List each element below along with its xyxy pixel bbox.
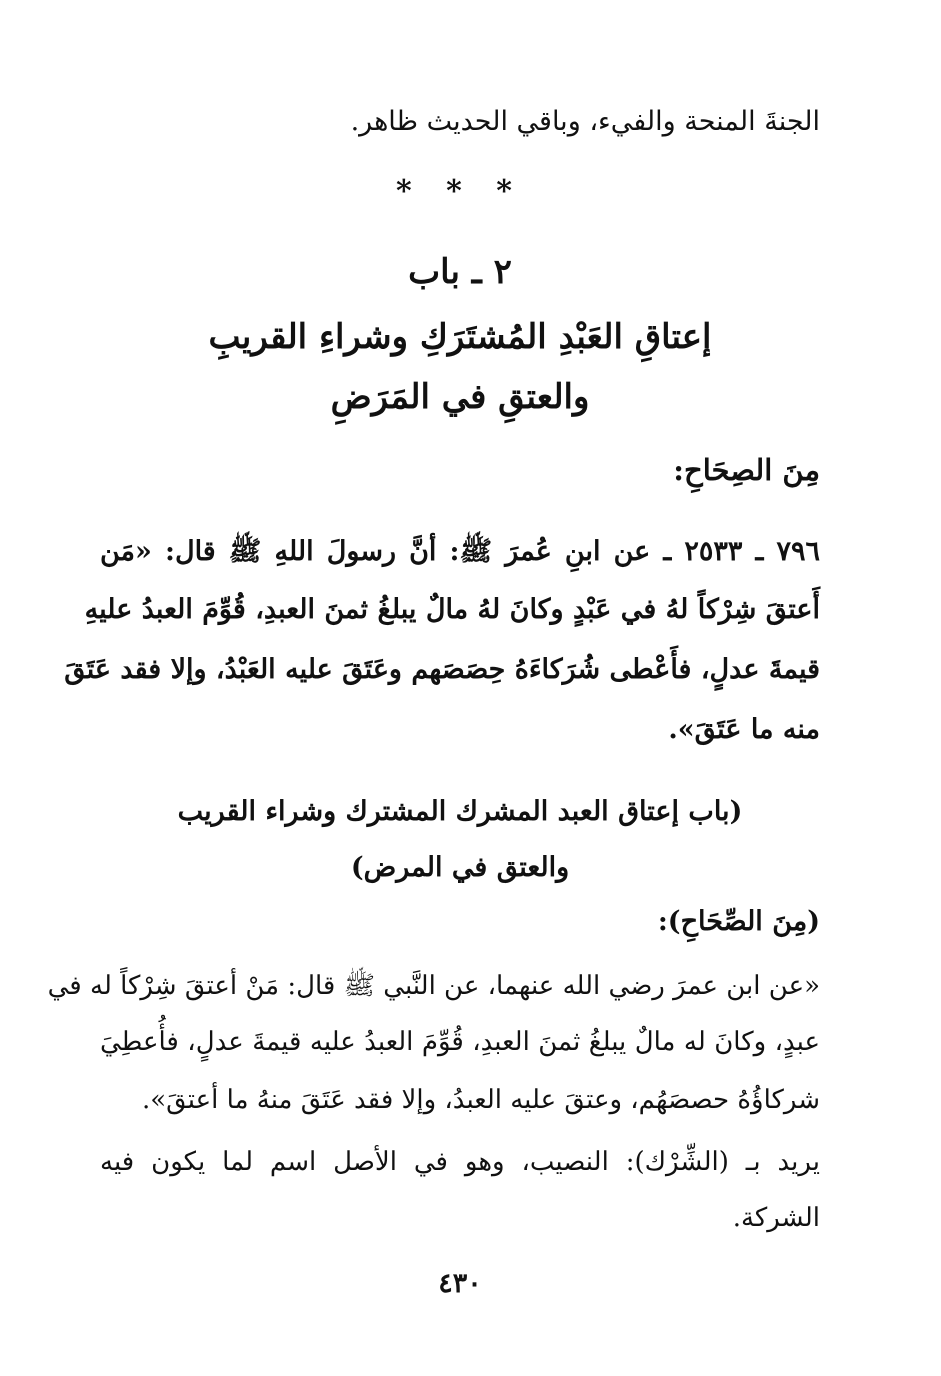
- book-page: [47, 0, 820, 1376]
- hadith-line-4: منه ما عَتَقَ».: [668, 714, 820, 745]
- chapter-title-line-1: إعتاقِ العَبْدِ المُشتَرَكِ وشراءِ القريبِ: [208, 317, 712, 357]
- explanation-line-2: الشركة.: [732, 1203, 820, 1233]
- source-label: مِنَ الصِحَاحِ:: [673, 453, 820, 487]
- commentary-hadith-line-3: شركاؤُهُ حصصَهُم، وعتقَ عليه العبدُ، وإلا فقد عَتَقَ منهُ ما أعتقَ».: [141, 1085, 820, 1115]
- page-number: ٤٣٠: [438, 1268, 482, 1299]
- hadith-line-2: أَعتقَ شِرْكاً لهُ في عَبْدٍ وكانَ لهُ مالٌ يبلغُ ثمنَ العبدِ، قُوِّمَ العبدُ عليهِ: [84, 594, 820, 625]
- hadith-line-3: قيمةَ عدلٍ، فأَعْطى شُرَكاءَهُ حِصَصَهم وعَتَقَ عليه العَبْدُ، وإلا فقد عَتَقَ: [64, 654, 820, 685]
- commentary-heading-line-1: (باب إعتاق العبد المشرك المشترك وشراء القريب: [177, 796, 743, 827]
- hadith-line-1: ٧٩٦ ـ ٢٥٣٣ ـ عن ابنِ عُمرَ ﷺ: أنَّ رسولَ اللهِ ﷺ قال: «مَن: [100, 536, 820, 567]
- commentary-hadith-line-2: عبدٍ، وكانَ له مالٌ يبلغُ ثمنَ العبدِ، قُوِّمَ العبدُ عليه قيمةَ عدلٍ، فأُعطِيَ: [100, 1027, 820, 1057]
- chapter-title-line-2: والعتقِ في المَرَضِ: [330, 377, 590, 417]
- section-separator: * * *: [396, 174, 524, 209]
- commentary-source-label: (مِنَ الصِّحَاحِ):: [657, 906, 820, 937]
- explanation-line-1: يريد بـ (الشِّرْك): النصيب، وهو في الأصل اسم لما يكون فيه: [100, 1147, 820, 1177]
- continuation-line: الجنةَ المنحة والفيء، وباقي الحديث ظاهر.: [350, 106, 820, 137]
- chapter-number: ٢ ـ باب: [408, 252, 512, 292]
- commentary-hadith-line-1: «عن ابن عمرَ رضي الله عنهما، عن النَّبي ﷺ قال: مَنْ أعتقَ شِرْكاً له في: [47, 971, 820, 1001]
- commentary-heading-line-2: والعتق في المرض): [350, 852, 570, 883]
